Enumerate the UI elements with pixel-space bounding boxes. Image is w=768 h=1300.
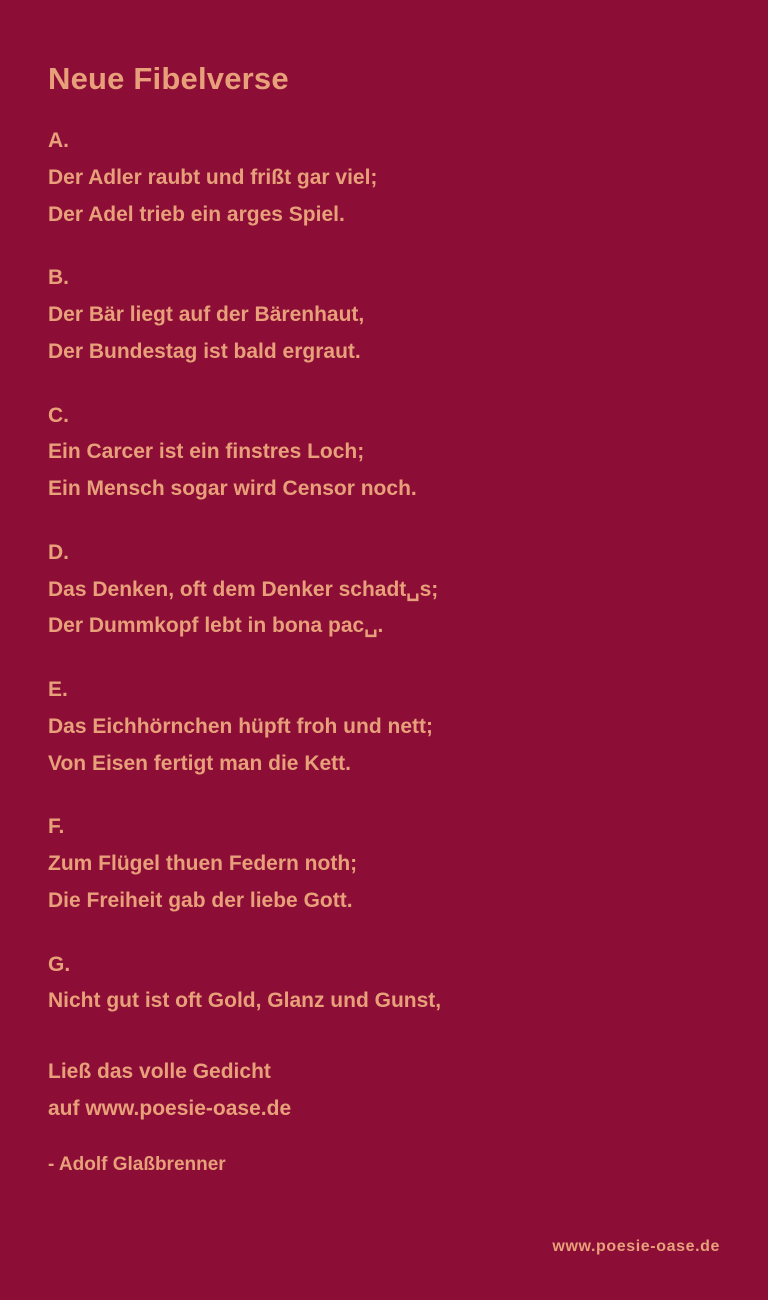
stanza-line: Der Dummkopf lebt in bona pac␣. bbox=[48, 614, 384, 638]
stanza-e bbox=[48, 672, 720, 782]
footer-website: www.poesie-oase.de bbox=[552, 1238, 720, 1255]
stanza-f bbox=[48, 809, 720, 919]
callout-line: auf www.poesie-oase.de bbox=[48, 1096, 292, 1120]
stanza-line: Von Eisen fertigt man die Kett. bbox=[48, 751, 351, 775]
stanza-label: A. bbox=[48, 129, 69, 153]
page-title: Neue Fibelverse bbox=[48, 61, 289, 96]
callout-line: Ließ das volle Gedicht bbox=[48, 1060, 271, 1084]
stanza-line: Der Bär liegt auf der Bärenhaut, bbox=[48, 303, 365, 327]
stanza-line: Ein Mensch sogar wird Censor noch. bbox=[48, 477, 417, 501]
stanza-line: Der Adler raubt und frißt gar viel; bbox=[48, 165, 378, 189]
stanza-line: Zum Flügel thuen Federn noth; bbox=[48, 852, 358, 876]
stanza-label: C. bbox=[48, 403, 69, 427]
stanza-c bbox=[48, 398, 720, 508]
stanza-line: Das Denken, oft dem Denker schadt␣s; bbox=[48, 577, 439, 601]
stanza-g bbox=[48, 947, 720, 1021]
stanza-line: Nicht gut ist oft Gold, Glanz und Gunst, bbox=[48, 989, 442, 1013]
stanza-label: F. bbox=[48, 815, 65, 839]
stanza-line: Das Eichhörnchen hüpft froh und nett; bbox=[48, 714, 433, 738]
stanza-line: Ein Carcer ist ein finstres Loch; bbox=[48, 440, 365, 464]
stanza-line: Die Freiheit gab der liebe Gott. bbox=[48, 888, 353, 912]
poem-author: - Adolf Glaßbrenner bbox=[48, 1153, 226, 1175]
stanza-label: B. bbox=[48, 266, 69, 290]
stanza-label: D. bbox=[48, 540, 69, 564]
stanza-line: Der Adel trieb ein arges Spiel. bbox=[48, 202, 345, 226]
stanza-a bbox=[48, 123, 720, 233]
stanza-b bbox=[48, 260, 720, 370]
read-full-poem-callout bbox=[48, 1054, 720, 1128]
stanza-line: Der Bundestag ist bald ergraut. bbox=[48, 339, 361, 363]
stanza-label: G. bbox=[48, 952, 71, 976]
stanza-label: E. bbox=[48, 678, 68, 702]
stanza-d bbox=[48, 535, 720, 645]
